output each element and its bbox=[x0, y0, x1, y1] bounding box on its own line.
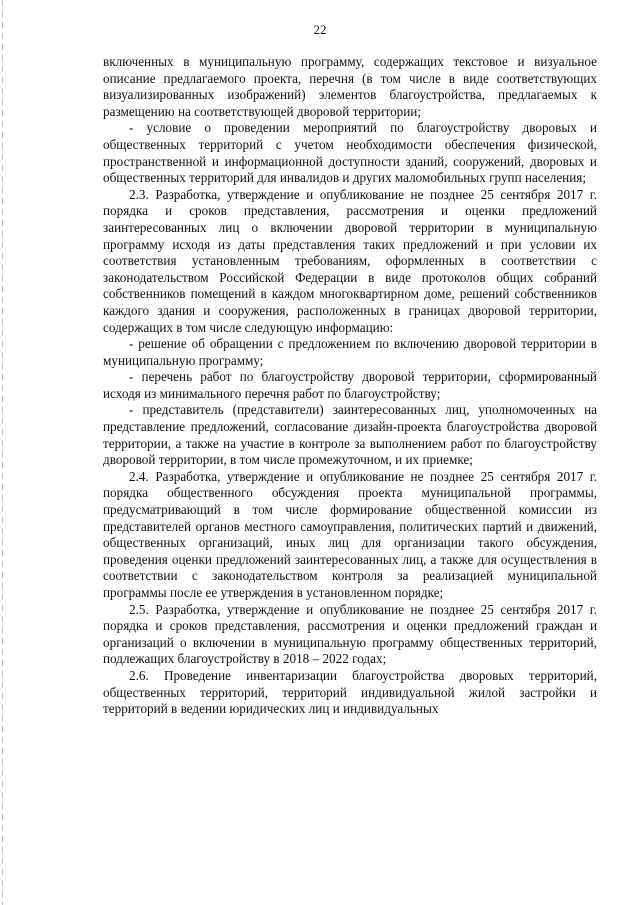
scan-edge-mark bbox=[2, 0, 3, 905]
paragraph-2-6: 2.6. Проведение инвентаризации благоустройства дворовых территорий, общественных территорий, территорий индивидуальной жилой застройки и территорий в ведении юридических лиц и индивидуальных bbox=[103, 667, 597, 717]
paragraph-continuation: включенных в муниципальную программу, содержащих текстовое и визуальное описание предлагаемого проекта, перечня (в том числе в виде соответствующих визуализированных изображений) элементов благоустройства, предлагаемых к размещению на соответствующей дворовой территории; bbox=[103, 54, 597, 119]
page-number: 22 bbox=[313, 22, 327, 37]
paragraph-works-list-item: - перечень работ по благоустройству дворовой территории, сформированный исходя из минимального перечня работ по благоустройству; bbox=[103, 369, 597, 401]
paragraph-2-5: 2.5. Разработка, утверждение и опубликование не позднее 25 сентября 2017 г. порядка и сроков представления, рассмотрения и оценки предложений граждан и организаций о включении в муниципальную программу общественных территорий, подлежащих благоустройству в 2018 – 2022 годах; bbox=[103, 601, 597, 667]
paragraph-2-4: 2.4. Разработка, утверждение и опубликование не позднее 25 сентября 2017 г. порядка общественного обсуждения проекта муниципальной программы, предусматривающий в том числе формирование общественной комиссии из представителей органов местного самоуправления, политических партий и движений, общественных организаций, иных лиц для организации такого обсуждения, проведения оценки предложений заинтересованных лиц, а также для осуществления в соответствии с законодательством контроля за реализацией муниципальной программы после ее утверждения в установленном порядке; bbox=[103, 468, 597, 600]
document-body bbox=[103, 54, 597, 718]
paragraph-representative-item: - представитель (представители) заинтересованных лиц, уполномоченных на представление предложений, согласование дизайн-проекта благоустройства дворовой территории, а также на участие в контроле за выполнением работ по благоустройству дворовой территории, в том числе промежуточном, и их приемке; bbox=[103, 402, 597, 468]
paragraph-2-3: 2.3. Разработка, утверждение и опубликование не позднее 25 сентября 2017 г. порядка и сроков представления, рассмотрения и оценки предложений заинтересованных лиц о включении дворовой территории в муниципальную программу исходя из даты представления таких предложений и при условии их соответствия установленным требованиям, оформленных в соответствии с законодательством Российской Федерации в виде протоколов общих собраний собственников помещений в каждом многоквартирном доме, решений собственников каждого здания и сооружения, расположенных в границах дворовой территории, содержащих в том числе следующую информацию: bbox=[103, 186, 597, 335]
paragraph-decision-item: - решение об обращении с предложением по включению дворовой территории в муниципальную программу; bbox=[103, 336, 597, 368]
paragraph-accessibility-condition: - условие о проведении мероприятий по благоустройству дворовых и общественных территорий с учетом необходимости обеспечения физической, пространственной и информационной доступности зданий, сооружений, дворовых и общественных территорий для инвалидов и других маломобильных групп населения; bbox=[103, 120, 597, 186]
